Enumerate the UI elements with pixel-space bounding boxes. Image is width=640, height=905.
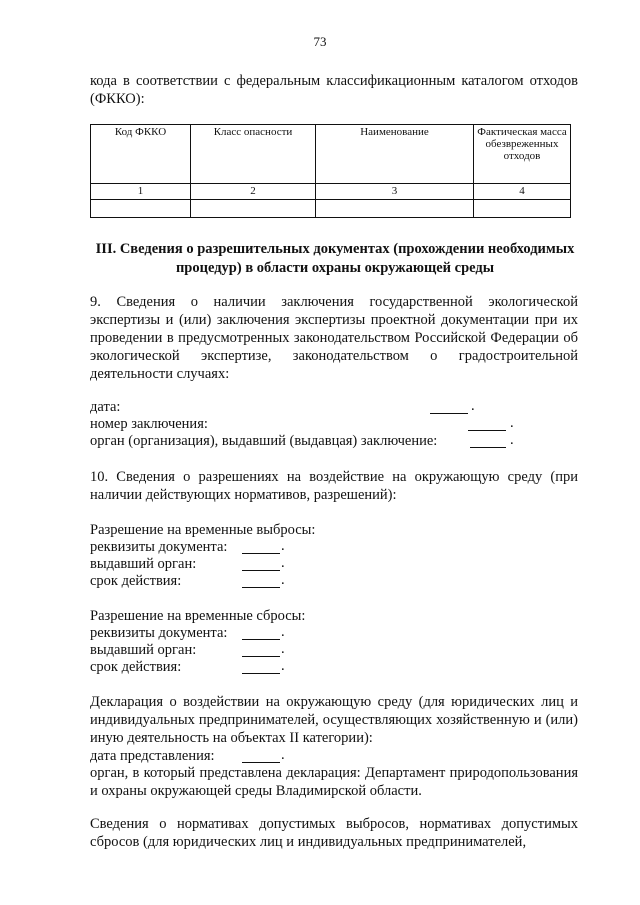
norms-paragraph: Сведения о нормативах допустимых выбросов, нормативах допустимых сбросов (для юридических лиц и индивидуальных предпринимателей, — [90, 816, 578, 850]
org-blank — [470, 432, 506, 448]
fkko-table — [90, 124, 571, 218]
table-cell — [191, 200, 316, 218]
discharges-title: Разрешение на временные сбросы: — [90, 608, 306, 624]
emissions-validity-blank — [242, 572, 280, 588]
col-header-fkko-code: Код ФККО — [91, 125, 191, 184]
section-heading: III. Сведения о разрешительных документах (прохождении необходимых процедур) в области охраны окружающей среды — [95, 241, 575, 276]
discharges-details-blank — [242, 624, 280, 640]
col-number: 1 — [91, 184, 191, 200]
number-label: номер заключения: — [90, 416, 208, 432]
intro-paragraph: кода в соответствии с федеральным классификационным каталогом отходов (ФККО): — [90, 73, 578, 107]
emissions-issuer-blank — [242, 555, 280, 571]
date-label: дата: — [90, 399, 121, 415]
dot: . — [281, 572, 285, 588]
declaration-date-label: дата представления: — [90, 748, 215, 764]
dot: . — [471, 398, 475, 414]
dot: . — [281, 658, 285, 674]
col-number: 3 — [316, 184, 474, 200]
col-header-hazard-class: Класс опасности — [191, 125, 316, 184]
paragraph-10: 10. Сведения о разрешениях на воздействие на окружающую среду (при наличии действующих нормативов, разрешений): — [90, 469, 578, 503]
discharges-validity-blank — [242, 658, 280, 674]
number-blank — [468, 415, 506, 431]
paragraph-9: 9. Сведения о наличии заключения государственной экологической экспертизы и (или) заключения экспертизы проектной документации при их проведении в предусмотренных законодательством Российской Федерации об экологической экспертизе, законодательством о градостроительной деятельности случаях: — [90, 294, 578, 382]
emissions-details-blank — [242, 538, 280, 554]
table-cell — [91, 200, 191, 218]
dot: . — [281, 555, 285, 571]
discharges-issuer-blank — [242, 641, 280, 657]
declaration-paragraph: Декларация о воздействии на окружающую среду (для юридических лиц и индивидуальных предпринимателей, осуществляющих хозяйственную и (или) иную деятельность на объектах II категории): — [90, 694, 578, 746]
table-cell — [474, 200, 571, 218]
col-header-actual-mass: Фактическая масса обезвреженных отходов — [474, 125, 571, 184]
dot: . — [510, 432, 514, 448]
col-header-name: Наименование — [316, 125, 474, 184]
emissions-title: Разрешение на временные выбросы: — [90, 522, 316, 538]
col-number: 4 — [474, 184, 571, 200]
discharges-validity-label: срок действия: — [90, 659, 182, 675]
declaration-date-blank — [242, 747, 280, 763]
page-number: 73 — [313, 34, 327, 49]
dot: . — [281, 641, 285, 657]
dot: . — [281, 624, 285, 640]
date-blank — [430, 398, 468, 414]
dot: . — [281, 538, 285, 554]
dot: . — [510, 415, 514, 431]
declaration-organ: орган, в который представлена декларация: Департамент природопользования и охраны окружающей среды Владимирской области. — [90, 765, 578, 799]
org-label: орган (организация), выдавший (выдавцая) заключение: — [90, 433, 438, 449]
dot: . — [281, 747, 285, 763]
discharges-details-label: реквизиты документа: — [90, 625, 228, 641]
emissions-details-label: реквизиты документа: — [90, 539, 228, 555]
col-number: 2 — [191, 184, 316, 200]
emissions-issuer-label: выдавший орган: — [90, 556, 197, 572]
emissions-validity-label: срок действия: — [90, 573, 182, 589]
table-cell — [316, 200, 474, 218]
discharges-issuer-label: выдавший орган: — [90, 642, 197, 658]
